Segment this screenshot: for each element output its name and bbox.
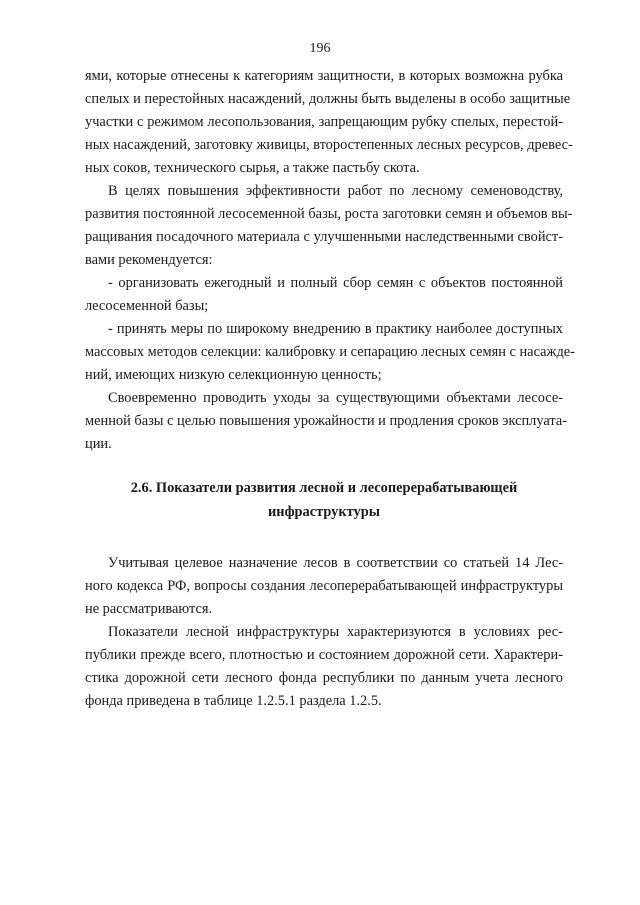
paragraph-line: менной базы с целью повышения урожайности и продления сроков эксплуата- [85, 413, 568, 429]
paragraph-line: В целях повышения эффективности работ по лесному семеноводству, [108, 183, 563, 199]
paragraph-line: ями, которые отнесены к категориям защитности, в которых возможна рубка [85, 68, 563, 84]
list-item-line: - организовать ежегодный и полный сбор семян с объектов постоянной [108, 275, 563, 291]
paragraph-line: ции. [85, 436, 112, 452]
paragraph-line: ного кодекса РФ, вопросы создания лесоперерабатывающей инфраструктуры [85, 578, 563, 594]
list-item-line: - принять меры по широкому внедрению в практику наиболее доступных [108, 321, 563, 337]
paragraph-line: не рассматриваются. [85, 601, 213, 617]
paragraph-line: участки с режимом лесопользования, запрещающим рубку спелых, перестой- [85, 114, 563, 130]
paragraph-line: развития постоянной лесосеменной базы, роста заготовки семян и объемов вы- [85, 206, 573, 222]
paragraph-line: вами рекомендуется: [85, 252, 213, 268]
paragraph-line: стика дорожной сети лесного фонда республики по данным учета лесного [85, 670, 563, 686]
list-item-line: массовых методов селекции: калибровку и сепарацию лесных семян с насажде- [85, 344, 575, 360]
section-heading: инфраструктуры [268, 504, 380, 520]
page-number: 196 [309, 41, 331, 56]
paragraph-line: Показатели лесной инфраструктуры характеризуются в условиях рес- [108, 624, 563, 640]
list-item-line: лесосеменной базы; [85, 298, 209, 314]
list-item-line: ний, имеющих низкую селекционную ценность; [85, 367, 382, 383]
paragraph-line: ращивания посадочного материала с улучшенными наследственными свойст- [85, 229, 563, 245]
paragraph-line: фонда приведена в таблице 1.2.5.1 раздела 1.2.5. [85, 693, 382, 709]
paragraph-line: Учитывая целевое назначение лесов в соответствии со статьей 14 Лес- [108, 555, 563, 571]
section-heading: 2.6. Показатели развития лесной и лесоперерабатывающей [130, 480, 518, 496]
paragraph-line: Своевременно проводить уходы за существующими объектами лесосе- [108, 390, 563, 406]
paragraph-line: публики прежде всего, плотностью и состоянием дорожной сети. Характери- [85, 647, 563, 663]
paragraph-line: ных насаждений, заготовку живицы, второстепенных лесных ресурсов, древес- [85, 137, 573, 153]
paragraph-line: ных соков, технического сырья, а также пастьбу скота. [85, 160, 420, 176]
paragraph-line: спелых и перестойных насаждений, должны быть выделены в особо защитные [85, 91, 571, 107]
